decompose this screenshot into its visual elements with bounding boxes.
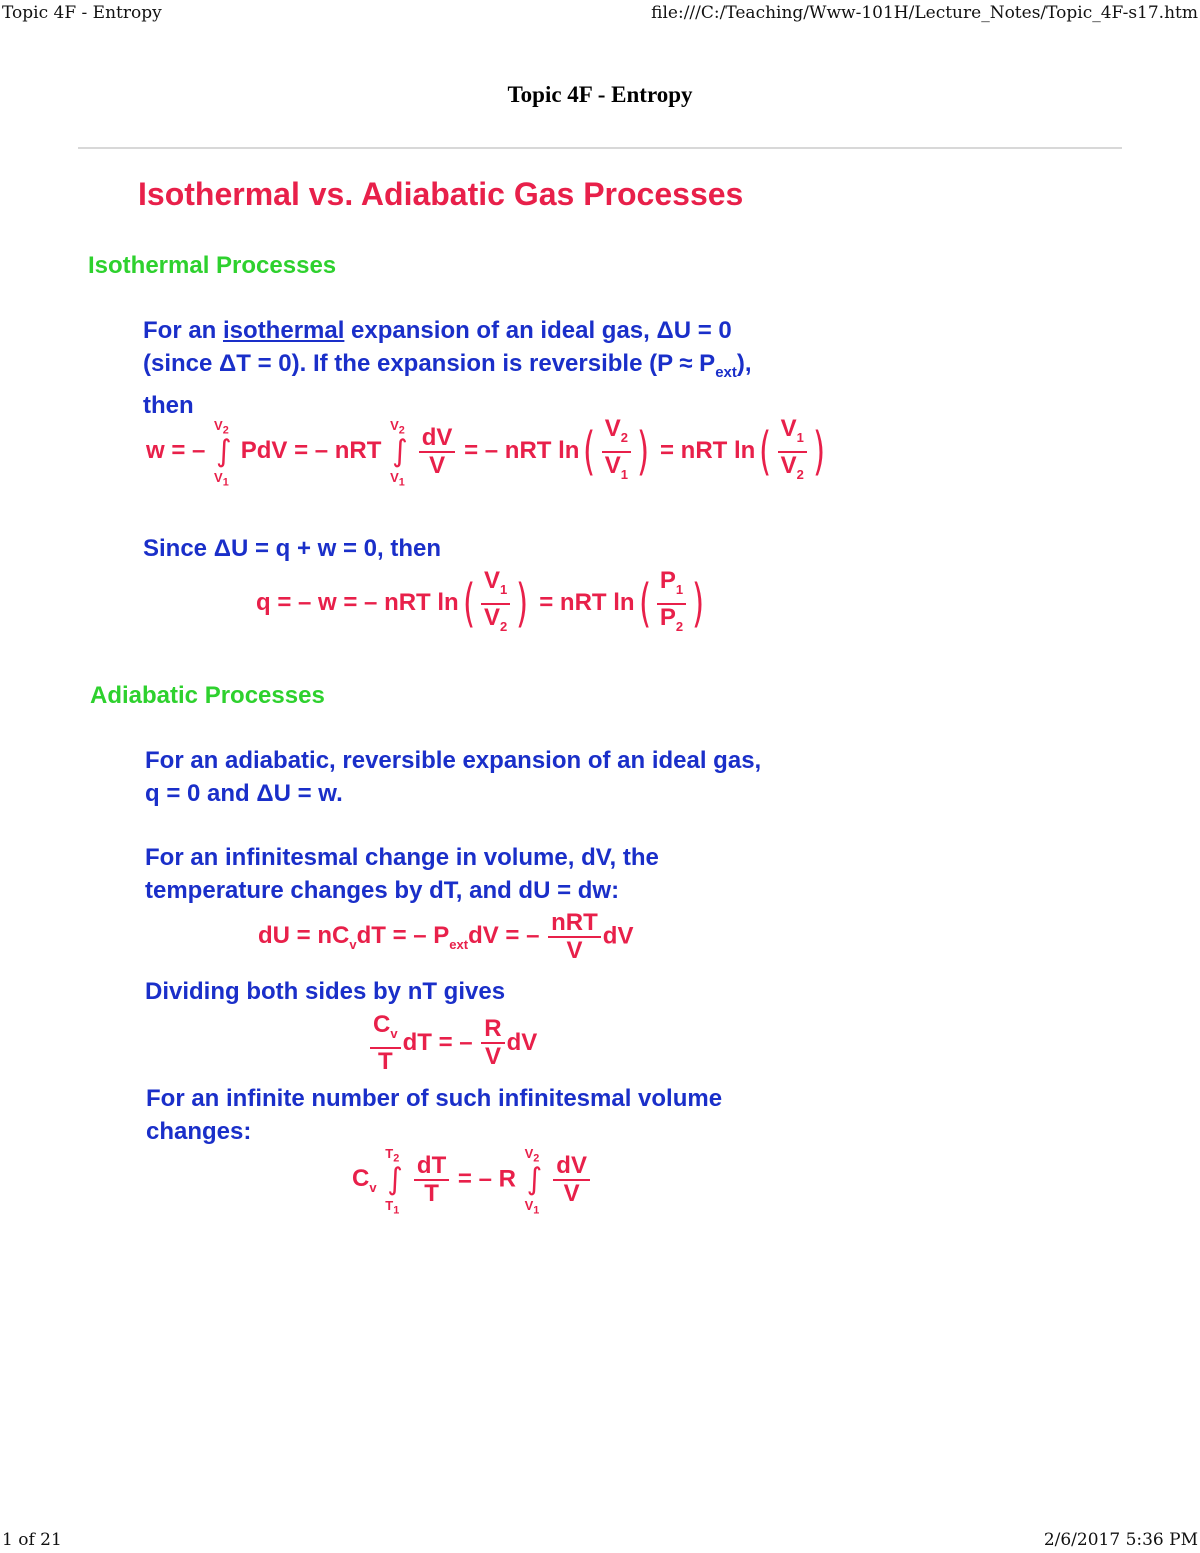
isothermal-work-equation: w = – $V_2$ ∫ $V_1$ PdV = – nRT $V_2$ ∫ $V_1$ $\frac{dV}{V}$ = – nRT ln( $\frac{V_2}{V_1}$ ) = nRT ln( $\frac{V_1}{V_2}$ ) [146, 415, 826, 489]
isothermal-heading: Isothermal Processes [88, 252, 337, 279]
isothermal-heat-equation: q = – w = – nRT ln( $\frac{V_1}{V_2}$ ) = nRT ln( $\frac{P_1}{P_2}$ ) [256, 567, 705, 634]
adiabatic-paragraph-2: For an infinitesmal change in volume, dV, the temperature changes by dT, and dU = dw: [145, 844, 659, 904]
dividing-equation: $\frac{C_v}{T}$ dT = – $\frac{R}{V}$ dV [368, 1012, 537, 1075]
page-counter: 1 of 21 [2, 1530, 62, 1550]
print-header-url: file:///C:/Teaching/Www-101H/Lecture_Notes/Topic_4F-s17.htm [651, 3, 1198, 23]
page-title: Topic 4F - Entropy [507, 82, 693, 107]
adiabatic-heading: Adiabatic Processes [90, 682, 325, 709]
adiabatic-paragraph-4: For an infinite number of such infinitesmal volume changes: [146, 1085, 723, 1145]
dividing-line: Dividing both sides by nT gives [145, 978, 506, 1005]
isothermal-link[interactable]: isothermal [223, 317, 345, 344]
print-datetime: 2/6/2017 5:36 PM [1043, 1530, 1198, 1550]
integral-equation: $C_v$ $T_2$ ∫ $T_1$ $\frac{dT}{T}$ = – R $V_2$ ∫ $V_1$ $\frac{dV}{V}$ [352, 1152, 592, 1208]
slide-heading: Isothermal vs. Adiabatic Gas Processes [138, 176, 744, 212]
du-equation: dU = $nC_vdT$ = – $P_{ext}dV$ = – $\frac{\text{nRT}}{V}$ dV [258, 909, 634, 964]
since-line: Since ΔU = q + w = 0, then [143, 535, 442, 562]
isothermal-paragraph: For an isothermal expansion of an ideal gas, ΔU = 0 (since ΔT = 0). If the expansion is reversible $(P \approx P_{ext})$, then [143, 317, 752, 419]
title-divider [78, 147, 1122, 149]
print-header-title: Topic 4F - Entropy [2, 3, 162, 23]
adiabatic-paragraph-1: For an adiabatic, reversible expansion of an ideal gas, q = 0 and ΔU = w. [145, 747, 762, 807]
